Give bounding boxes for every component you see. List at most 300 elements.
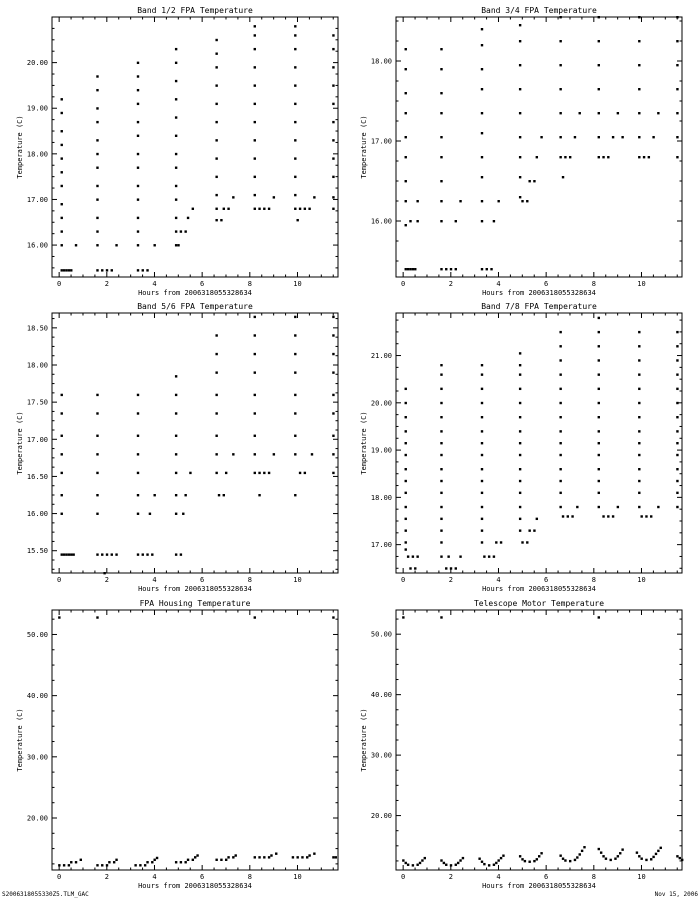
data-point <box>254 371 256 373</box>
data-point <box>416 864 418 866</box>
y-tick-label: 18.00 <box>370 493 392 502</box>
data-point <box>294 353 296 355</box>
data-point <box>402 859 404 861</box>
data-point <box>101 553 103 555</box>
data-point <box>440 506 442 508</box>
data-point <box>617 855 619 857</box>
data-point <box>75 244 77 246</box>
data-point <box>526 200 528 202</box>
data-point <box>638 88 640 90</box>
data-point <box>412 268 414 270</box>
y-axis-label: Temperature (C) <box>16 115 24 179</box>
data-point <box>481 861 483 863</box>
data-point <box>215 472 217 474</box>
x-tick-label: 6 <box>544 280 549 288</box>
data-point <box>106 864 108 866</box>
y-tick-label: 18.00 <box>26 361 48 370</box>
data-point <box>402 616 404 618</box>
data-point <box>598 848 600 850</box>
data-point <box>101 864 103 866</box>
y-tick-label: 17.00 <box>26 195 48 204</box>
data-point <box>638 331 640 333</box>
data-point <box>405 454 407 456</box>
data-point <box>254 316 256 318</box>
y-tick-label: 17.00 <box>26 435 48 444</box>
x-tick-label: 2 <box>448 873 453 881</box>
data-point <box>519 529 521 531</box>
data-point <box>65 553 67 555</box>
y-tick-label: 18.00 <box>26 150 48 159</box>
data-point <box>96 75 98 77</box>
data-point <box>227 208 229 210</box>
data-point <box>175 185 177 187</box>
data-point <box>137 244 139 246</box>
data-point <box>676 416 678 418</box>
data-point <box>657 506 659 508</box>
data-point <box>180 861 182 863</box>
data-point <box>137 435 139 437</box>
data-point <box>225 859 227 861</box>
data-point <box>559 373 561 375</box>
data-point <box>405 68 407 70</box>
data-point <box>115 553 117 555</box>
data-point <box>332 616 334 618</box>
data-point <box>294 48 296 50</box>
data-point <box>137 135 139 137</box>
data-point <box>617 506 619 508</box>
data-point <box>481 176 483 178</box>
data-point <box>636 851 638 853</box>
data-point <box>189 472 191 474</box>
data-point <box>175 412 177 414</box>
data-point <box>681 859 683 861</box>
x-tick-label: 8 <box>591 576 596 584</box>
data-point <box>335 856 337 858</box>
data-point <box>440 268 442 270</box>
data-point <box>405 506 407 508</box>
data-point <box>137 453 139 455</box>
data-point <box>638 345 640 347</box>
data-point <box>598 317 600 319</box>
data-point <box>621 848 623 850</box>
data-point <box>598 402 600 404</box>
data-point <box>619 852 621 854</box>
data-point <box>450 567 452 569</box>
data-point <box>481 132 483 134</box>
data-point <box>486 268 488 270</box>
data-point <box>638 136 640 138</box>
data-point <box>583 846 585 848</box>
data-point <box>232 856 234 858</box>
x-tick-label: 4 <box>496 280 501 288</box>
data-point <box>440 136 442 138</box>
data-point <box>175 80 177 82</box>
data-point <box>519 468 521 470</box>
data-point <box>598 616 600 618</box>
y-tick-label: 18.00 <box>370 57 392 66</box>
data-point <box>414 268 416 270</box>
data-point <box>419 862 421 864</box>
data-point <box>61 472 63 474</box>
data-point <box>332 208 334 210</box>
data-point <box>294 412 296 414</box>
data-point <box>70 269 72 271</box>
data-point <box>440 529 442 531</box>
data-point <box>481 156 483 158</box>
data-point <box>96 185 98 187</box>
data-point <box>638 112 640 114</box>
data-point <box>61 435 63 437</box>
x-tick-label: 2 <box>104 576 109 584</box>
data-point <box>96 553 98 555</box>
data-point <box>175 472 177 474</box>
y-axis-label: Temperature (C) <box>16 411 24 475</box>
data-point <box>455 220 457 222</box>
y-tick-label: 19.00 <box>26 104 48 113</box>
data-point <box>405 468 407 470</box>
data-point <box>137 185 139 187</box>
data-point <box>254 856 256 858</box>
data-point <box>304 208 306 210</box>
data-point <box>559 492 561 494</box>
data-point <box>294 25 296 27</box>
data-point <box>405 548 407 550</box>
data-point <box>218 494 220 496</box>
data-point <box>440 364 442 366</box>
data-point <box>332 856 334 858</box>
data-point <box>462 857 464 859</box>
data-point <box>598 373 600 375</box>
data-point <box>61 230 63 232</box>
data-point <box>440 112 442 114</box>
data-point <box>299 472 301 474</box>
data-point <box>332 176 334 178</box>
data-point <box>574 136 576 138</box>
data-point <box>638 416 640 418</box>
data-point <box>440 518 442 520</box>
data-point <box>61 185 63 187</box>
data-point <box>440 616 442 618</box>
data-point <box>292 856 294 858</box>
data-point <box>679 857 681 859</box>
data-point <box>63 553 65 555</box>
data-point <box>137 153 139 155</box>
data-point <box>294 139 296 141</box>
data-point <box>175 861 177 863</box>
data-point <box>598 506 600 508</box>
footer-file-label: S2006318055330Z5.TLM_GAC <box>2 891 89 898</box>
data-point <box>254 84 256 86</box>
y-tick-label: 30.00 <box>26 753 48 762</box>
data-point <box>450 864 452 866</box>
data-point <box>96 412 98 414</box>
x-tick-label: 6 <box>544 873 549 881</box>
data-point <box>412 864 414 866</box>
plot-frame <box>52 17 338 277</box>
data-point <box>332 334 334 336</box>
data-point <box>144 864 146 866</box>
data-point <box>598 40 600 42</box>
data-point <box>648 156 650 158</box>
data-point <box>299 208 301 210</box>
data-point <box>495 541 497 543</box>
data-point <box>294 103 296 105</box>
data-point <box>294 435 296 437</box>
x-tick-label: 0 <box>57 280 62 288</box>
data-point <box>598 430 600 432</box>
data-point <box>149 513 151 515</box>
data-point <box>254 34 256 36</box>
data-point <box>215 334 217 336</box>
data-point <box>175 153 177 155</box>
chart-title: Band 7/8 FPA Temperature <box>481 302 597 311</box>
data-point <box>579 112 581 114</box>
data-point <box>294 334 296 336</box>
data-point <box>440 541 442 543</box>
data-point <box>562 515 564 517</box>
data-point <box>490 268 492 270</box>
chart-panel-5 <box>16 599 338 890</box>
data-point <box>70 861 72 863</box>
data-point <box>440 388 442 390</box>
data-point <box>192 859 194 861</box>
data-point <box>559 454 561 456</box>
data-point <box>405 268 407 270</box>
data-point <box>638 64 640 66</box>
data-point <box>61 112 63 114</box>
data-point <box>481 112 483 114</box>
data-point <box>215 859 217 861</box>
chart-title: Telescope Motor Temperature <box>473 599 605 608</box>
data-point <box>294 66 296 68</box>
data-point <box>493 864 495 866</box>
x-axis-label: Hours from 2006318055328634 <box>138 289 252 297</box>
data-point <box>598 388 600 390</box>
data-point <box>215 435 217 437</box>
plot-frame <box>396 610 682 870</box>
data-point <box>650 515 652 517</box>
data-point <box>407 268 409 270</box>
data-point <box>227 856 229 858</box>
data-point <box>254 435 256 437</box>
data-point <box>137 472 139 474</box>
data-point <box>443 862 445 864</box>
data-point <box>254 194 256 196</box>
data-point <box>519 518 521 520</box>
data-point <box>533 529 535 531</box>
data-point <box>481 506 483 508</box>
data-point <box>294 316 296 318</box>
data-point <box>61 494 63 496</box>
data-point <box>182 513 184 515</box>
data-point <box>481 430 483 432</box>
data-point <box>519 373 521 375</box>
data-point <box>254 472 256 474</box>
data-point <box>581 850 583 852</box>
data-point <box>332 103 334 105</box>
data-point <box>676 331 678 333</box>
data-point <box>405 388 407 390</box>
data-point <box>481 480 483 482</box>
data-point <box>175 198 177 200</box>
x-axis-label: Hours from 2006318055328634 <box>482 585 596 593</box>
data-point <box>137 412 139 414</box>
data-point <box>61 553 63 555</box>
data-point <box>175 230 177 232</box>
data-point <box>96 217 98 219</box>
data-point <box>481 541 483 543</box>
data-point <box>180 230 182 232</box>
data-point <box>80 859 82 861</box>
y-tick-label: 19.00 <box>370 446 392 455</box>
data-point <box>61 171 63 173</box>
data-point <box>405 442 407 444</box>
data-point <box>650 858 652 860</box>
data-point <box>146 269 148 271</box>
data-point <box>194 856 196 858</box>
plot-frame <box>52 313 338 573</box>
data-point <box>96 864 98 866</box>
data-point <box>638 855 640 857</box>
y-tick-label: 21.00 <box>370 352 392 361</box>
data-point <box>519 64 521 66</box>
data-point <box>497 200 499 202</box>
data-point <box>68 864 70 866</box>
data-point <box>440 416 442 418</box>
data-point <box>63 269 65 271</box>
data-point <box>559 416 561 418</box>
data-point <box>254 394 256 396</box>
data-point <box>407 555 409 557</box>
data-point <box>405 541 407 543</box>
x-tick-label: 0 <box>401 576 406 584</box>
y-tick-label: 17.50 <box>26 398 48 407</box>
data-point <box>175 375 177 377</box>
data-point <box>598 64 600 66</box>
data-point <box>405 529 407 531</box>
data-point <box>579 853 581 855</box>
data-point <box>519 196 521 198</box>
data-point <box>440 454 442 456</box>
data-point <box>153 859 155 861</box>
data-point <box>521 541 523 543</box>
data-point <box>638 156 640 158</box>
x-tick-label: 10 <box>637 576 646 584</box>
data-point <box>559 136 561 138</box>
data-point <box>96 121 98 123</box>
data-point <box>268 208 270 210</box>
data-point <box>254 139 256 141</box>
y-tick-label: 16.00 <box>26 510 48 519</box>
data-point <box>676 16 678 18</box>
data-point <box>254 616 256 618</box>
data-point <box>96 269 98 271</box>
data-point <box>175 98 177 100</box>
x-tick-label: 0 <box>57 576 62 584</box>
data-point <box>405 416 407 418</box>
data-point <box>526 541 528 543</box>
data-point <box>405 430 407 432</box>
data-point <box>294 208 296 210</box>
data-point <box>638 388 640 390</box>
data-point <box>215 412 217 414</box>
data-point <box>254 157 256 159</box>
data-point <box>151 553 153 555</box>
x-tick-label: 4 <box>496 873 501 881</box>
data-point <box>638 430 640 432</box>
x-tick-label: 6 <box>200 280 205 288</box>
data-point <box>137 513 139 515</box>
data-point <box>113 861 115 863</box>
data-point <box>409 567 411 569</box>
data-point <box>137 553 139 555</box>
data-point <box>440 373 442 375</box>
data-point <box>598 492 600 494</box>
data-point <box>296 219 298 221</box>
data-point <box>440 68 442 70</box>
data-point <box>559 388 561 390</box>
data-point <box>524 860 526 862</box>
data-point <box>559 16 561 18</box>
data-point <box>223 494 225 496</box>
data-point <box>655 853 657 855</box>
data-point <box>481 44 483 46</box>
data-point <box>405 200 407 202</box>
data-point <box>294 371 296 373</box>
data-point <box>184 861 186 863</box>
data-point <box>192 208 194 210</box>
data-point <box>440 468 442 470</box>
data-point <box>175 435 177 437</box>
data-point <box>332 48 334 50</box>
data-point <box>405 156 407 158</box>
data-point <box>638 480 640 482</box>
data-point <box>137 217 139 219</box>
data-point <box>273 453 275 455</box>
data-point <box>638 506 640 508</box>
data-point <box>175 62 177 64</box>
data-point <box>65 269 67 271</box>
data-point <box>70 553 72 555</box>
data-point <box>676 442 678 444</box>
data-point <box>215 121 217 123</box>
data-point <box>440 480 442 482</box>
data-point <box>533 180 535 182</box>
chart-panel-2 <box>360 6 682 297</box>
data-point <box>294 176 296 178</box>
y-tick-label: 20.00 <box>26 59 48 68</box>
x-tick-label: 10 <box>637 873 646 881</box>
data-point <box>405 862 407 864</box>
data-point <box>137 62 139 64</box>
data-point <box>559 506 561 508</box>
x-axis-label: Hours from 2006318055328634 <box>138 882 252 890</box>
data-point <box>304 472 306 474</box>
data-point <box>598 331 600 333</box>
data-point <box>332 472 334 474</box>
data-point <box>254 48 256 50</box>
data-point <box>414 567 416 569</box>
data-point <box>405 136 407 138</box>
data-point <box>598 480 600 482</box>
data-point <box>559 331 561 333</box>
data-point <box>481 268 483 270</box>
data-point <box>75 861 77 863</box>
data-point <box>308 208 310 210</box>
data-point <box>177 244 179 246</box>
x-tick-label: 6 <box>200 576 205 584</box>
data-point <box>63 864 65 866</box>
